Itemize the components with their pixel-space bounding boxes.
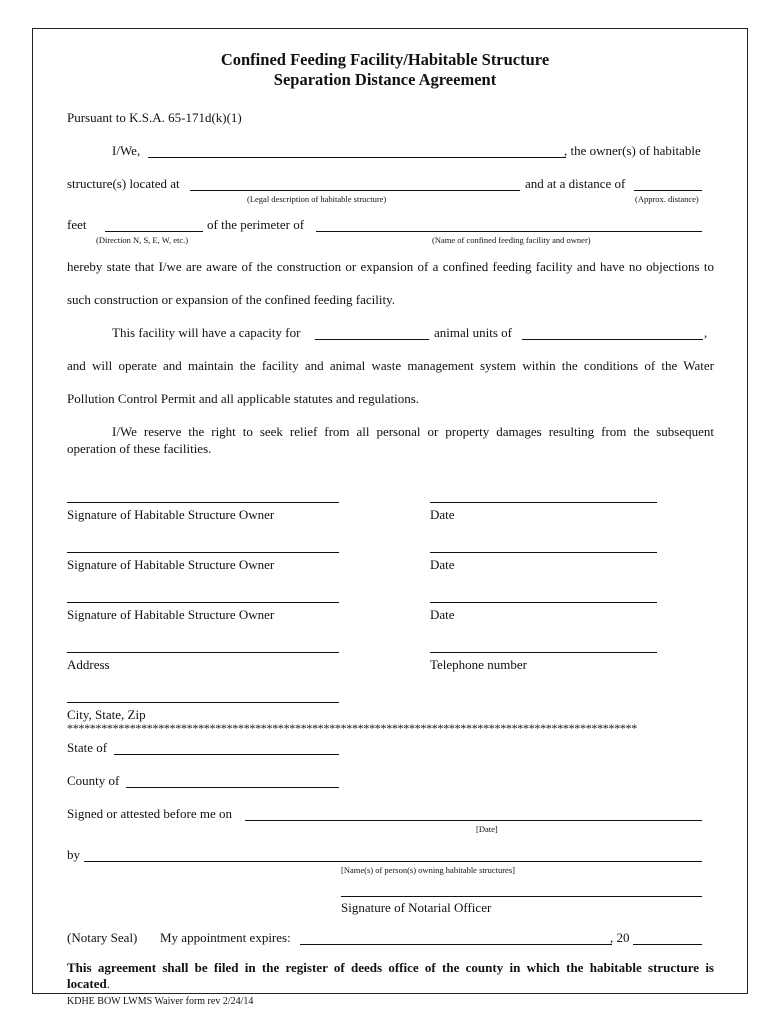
state-input[interactable] <box>114 738 339 754</box>
statute-reference: Pursuant to K.S.A. 65-171d(k)(1) <box>67 110 242 125</box>
owner-signature-label-2: Signature of Habitable Structure Owner <box>67 557 275 572</box>
signed-date-input[interactable] <box>245 804 702 820</box>
filing-note-line-2 <box>67 976 110 992</box>
date-label-1: Date <box>430 507 455 522</box>
legal-description-caption: (Legal description of habitable structure) <box>247 194 387 204</box>
persons-name-line <box>84 861 702 862</box>
county-input[interactable] <box>126 771 339 787</box>
date-line-2 <box>430 552 657 553</box>
capacity-line <box>315 339 429 340</box>
appointment-date-input[interactable] <box>300 928 612 944</box>
located-label: structure(s) located at <box>67 176 180 191</box>
capacity-label: This facility will have a capacity for <box>112 325 301 340</box>
paragraph-3-line-2: operation of these facilities. <box>67 441 212 456</box>
date-line-3 <box>430 602 657 603</box>
address-input[interactable] <box>67 636 339 652</box>
owner-signature-label-1: Signature of Habitable Structure Owner <box>67 507 275 522</box>
capacity-input[interactable] <box>315 323 429 339</box>
approx-distance-caption: (Approx. distance) <box>635 194 699 204</box>
owner-signature-label-3: Signature of Habitable Structure Owner <box>67 607 275 622</box>
city-state-zip-input[interactable] <box>67 686 339 702</box>
legal-description-line <box>190 190 520 191</box>
legal-description-input[interactable] <box>190 174 520 190</box>
state-line <box>114 754 339 755</box>
paragraph-3-line-1: I/We reserve the right to seek relief from all personal or property damages resulting from the subsequent <box>112 424 714 439</box>
distance-line <box>634 190 702 191</box>
persons-name-input[interactable] <box>84 845 702 861</box>
date-input-3[interactable] <box>430 586 657 602</box>
owner-suffix-text: , the owner(s) of habitable <box>564 143 701 158</box>
owner-signature-input-3[interactable] <box>67 586 339 602</box>
county-label: County of <box>67 773 120 788</box>
appointment-expires-label: My appointment expires: <box>160 930 291 945</box>
animal-type-line <box>522 339 703 340</box>
facility-caption: (Name of confined feeding facility and owner) <box>432 235 591 245</box>
paragraph-1-line-1: hereby state that I/we are aware of the construction or expansion of a confined feeding facility and have no objections to <box>67 259 714 274</box>
notary-signature-line <box>341 896 702 897</box>
appointment-date-line <box>300 944 612 945</box>
direction-input[interactable] <box>105 215 203 231</box>
year-input[interactable] <box>633 928 702 944</box>
signed-before-label: Signed or attested before me on <box>67 806 232 821</box>
date-label-2: Date <box>430 557 455 572</box>
paragraph-1-line-2: such construction or expansion of the confined feeding facility. <box>67 292 396 307</box>
animal-units-label: animal units of <box>434 325 512 340</box>
owner-name-input[interactable] <box>148 141 566 157</box>
facility-name-line <box>316 231 702 232</box>
city-state-zip-line <box>67 702 339 703</box>
capacity-comma: , <box>704 325 708 340</box>
notary-seal-label: (Notary Seal) <box>67 930 138 945</box>
date-input-1[interactable] <box>430 486 657 502</box>
form-title-line-1: Confined Feeding Facility/Habitable Structure <box>220 50 550 69</box>
direction-line <box>105 231 203 232</box>
telephone-label: Telephone number <box>430 657 527 672</box>
year-prefix: , 20 <box>610 930 630 945</box>
paragraph-2-line-2: Pollution Control Permit and all applicable statutes and regulations. <box>67 391 420 406</box>
owner-name-line <box>148 157 566 158</box>
owner-signature-input-2[interactable] <box>67 536 339 552</box>
date-label-3: Date <box>430 607 455 622</box>
filing-note-line-1: This agreement shall be filed in the register of deeds office of the county in which the habitable structure is <box>67 960 714 975</box>
date-input-2[interactable] <box>430 536 657 552</box>
filing-note-period: . <box>106 976 110 991</box>
telephone-input[interactable] <box>430 636 657 652</box>
animal-type-input[interactable] <box>522 323 703 339</box>
owner-signature-line-1 <box>67 502 339 503</box>
distance-label: and at a distance of <box>525 176 626 191</box>
year-line <box>633 944 702 945</box>
state-label: State of <box>67 740 108 755</box>
owner-signature-input-1[interactable] <box>67 486 339 502</box>
county-line <box>126 787 339 788</box>
owner-signature-line-3 <box>67 602 339 603</box>
asterisk-separator: **************************************************************************************************** <box>67 721 638 735</box>
feet-label: feet <box>67 217 87 232</box>
address-line <box>67 652 339 653</box>
date-line-1 <box>430 502 657 503</box>
iwe-label: I/We, <box>112 143 141 158</box>
filing-note-located: located <box>67 976 107 991</box>
notary-signature-input[interactable] <box>341 880 702 896</box>
address-label: Address <box>67 657 110 672</box>
notary-signature-label: Signature of Notarial Officer <box>341 900 492 915</box>
persons-name-caption: [Name(s) of person(s) owning habitable structures] <box>341 865 515 875</box>
perimeter-label: of the perimeter of <box>207 217 305 232</box>
owner-signature-line-2 <box>67 552 339 553</box>
form-revision-footer: KDHE BOW LWMS Waiver form rev 2/24/14 <box>67 996 254 1007</box>
direction-caption: (Direction N, S, E, W, etc.) <box>96 235 189 245</box>
distance-input[interactable] <box>634 174 702 190</box>
signed-date-line <box>245 820 702 821</box>
date-caption: [Date] <box>476 824 498 834</box>
form-title-line-2: Separation Distance Agreement <box>273 70 497 89</box>
facility-name-input[interactable] <box>316 215 702 231</box>
paragraph-2-line-1: and will operate and maintain the facility and animal waste management system within the conditions of the Water <box>67 358 714 373</box>
by-label: by <box>67 847 80 862</box>
city-state-zip-label: City, State, Zip <box>67 707 146 722</box>
telephone-line <box>430 652 657 653</box>
